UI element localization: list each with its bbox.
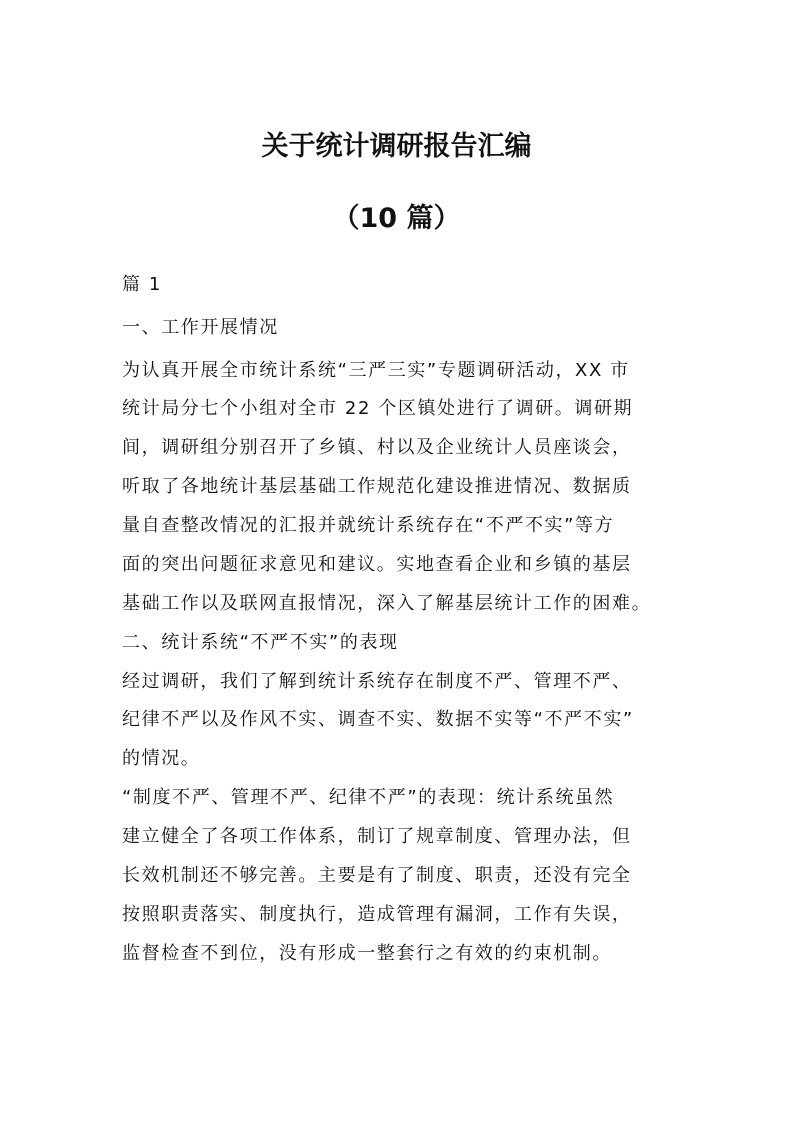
document-subtitle: （10 篇） bbox=[332, 203, 461, 234]
paragraph-line: 建立健全了各项工作体系，制订了规章制度、管理办法，但 bbox=[122, 826, 632, 847]
paragraph-line: 面的突出问题征求意见和建议。实地查看企业和乡镇的基层 bbox=[122, 554, 632, 575]
section-heading: 一、工作开展情况 bbox=[122, 317, 279, 338]
paragraph-line: 听取了各地统计基层基础工作规范化建设推进情况、数据质 bbox=[122, 476, 632, 497]
document-title: 关于统计调研报告汇编 bbox=[261, 131, 532, 162]
paragraph-line: 监督检查不到位，没有形成一整套行之有效的约束机制。 bbox=[122, 943, 612, 964]
paragraph-line: 为认真开展全市统计系统“三严三实”专题调研活动，XX 市 bbox=[122, 360, 630, 381]
paragraph-line: 统计局分七个小组对全市 22 个区镇处进行了调研。调研期 bbox=[122, 398, 634, 419]
paragraph-line: 长效机制还不够完善。主要是有了制度、职责，还没有完全 bbox=[122, 865, 632, 886]
section-label: 篇 1 bbox=[122, 274, 162, 295]
paragraph-line: 间，调研组分别召开了乡镇、村以及企业统计人员座谈会， bbox=[122, 437, 632, 458]
paragraph-line: 二、统计系统“不严不实”的表现 bbox=[122, 632, 399, 653]
paragraph-line: 基础工作以及联网直报情况，深入了解基层统计工作的困难。 bbox=[122, 593, 652, 614]
paragraph-line: “制度不严、管理不严、纪律不严”的表现：统计系统虽然 bbox=[122, 787, 615, 808]
paragraph-line: 量自查整改情况的汇报并就统计系统存在“不严不实”等方 bbox=[122, 515, 615, 536]
section-heading: 经过调研，我们了解到统计系统存在制度不严、管理不严、 bbox=[122, 671, 632, 692]
paragraph-line: 纪律不严以及作风不实、调查不实、数据不实等“不严不实” bbox=[122, 709, 634, 730]
paragraph-line: 的情况。 bbox=[122, 748, 201, 769]
paragraph-line: 按照职责落实、制度执行，造成管理有漏洞，工作有失误， bbox=[122, 904, 632, 925]
